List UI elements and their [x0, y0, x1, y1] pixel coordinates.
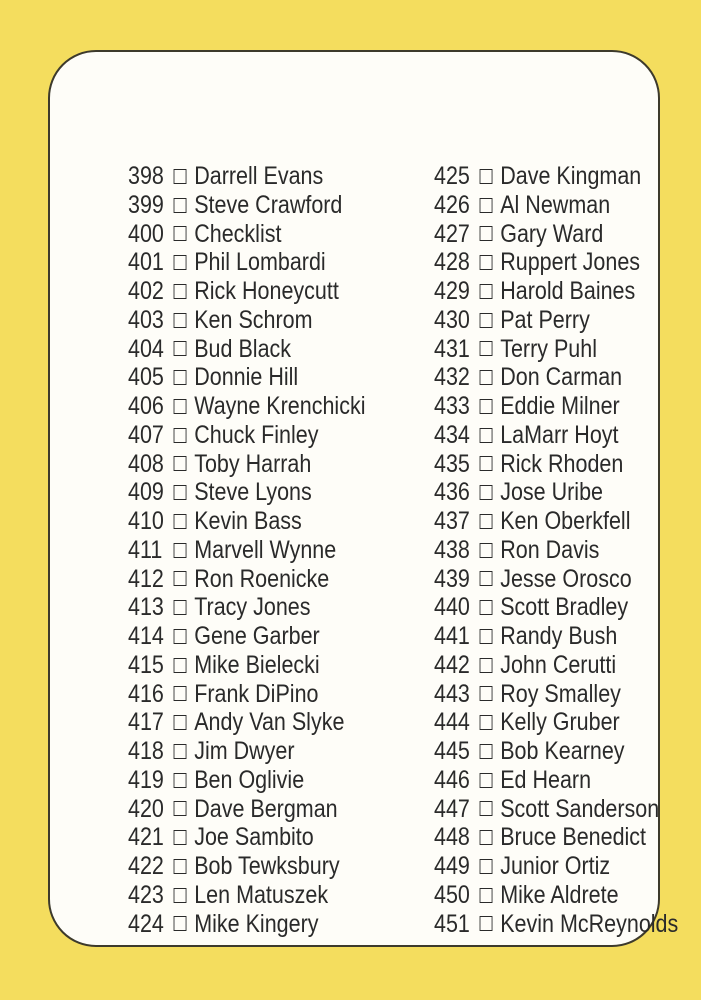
- checkbox-icon[interactable]: [174, 600, 187, 615]
- checklist-item: [434, 910, 678, 939]
- checklist-item: [128, 881, 365, 910]
- player-name: Ken Oberkfell: [500, 507, 631, 535]
- checklist-item: [128, 823, 365, 852]
- player-name: Jim Dwyer: [194, 737, 295, 765]
- player-name: Ruppert Jones: [500, 248, 641, 277]
- player-name: Kevin Bass: [194, 507, 302, 535]
- player-name: Jesse Orosco: [500, 564, 632, 593]
- checkbox-icon[interactable]: [174, 514, 187, 529]
- player-name: Steve Crawford: [194, 190, 343, 219]
- card-number: 437: [434, 507, 470, 535]
- checkbox-icon[interactable]: [174, 169, 187, 184]
- player-name: Bob Tewksbury: [194, 852, 340, 880]
- checkbox-icon[interactable]: [480, 830, 493, 845]
- card-number: 422: [128, 852, 164, 880]
- checklist-item: [128, 622, 365, 651]
- checklist-item: [128, 593, 365, 622]
- card-number: 430: [434, 305, 470, 334]
- checkbox-icon[interactable]: [480, 370, 493, 385]
- checkbox-icon[interactable]: [480, 169, 493, 184]
- checklist-item: [434, 823, 678, 852]
- checkbox-icon[interactable]: [174, 830, 187, 845]
- player-name: LaMarr Hoyt: [500, 420, 619, 449]
- player-name: Frank DiPino: [194, 679, 319, 708]
- card-number: 402: [128, 277, 164, 305]
- player-name: Donnie Hill: [194, 363, 299, 392]
- card-number: 449: [434, 852, 470, 880]
- player-name: Scott Sanderson: [500, 794, 660, 823]
- checklist-item: [434, 507, 678, 536]
- card-number: 411: [128, 535, 163, 564]
- card-number: 429: [434, 277, 470, 305]
- checkbox-icon[interactable]: [480, 399, 493, 414]
- checkbox-icon[interactable]: [480, 888, 493, 903]
- card-number: 432: [434, 363, 470, 392]
- checkbox-icon[interactable]: [174, 485, 187, 500]
- player-name: Steve Lyons: [194, 478, 312, 507]
- checklist-item: [434, 191, 678, 220]
- checkbox-icon[interactable]: [480, 801, 493, 816]
- checkbox-icon[interactable]: [480, 456, 493, 471]
- checkbox-icon[interactable]: [480, 198, 493, 213]
- player-name: Al Newman: [500, 190, 611, 219]
- checklist-item: [434, 852, 678, 881]
- player-name: Terry Puhl: [500, 334, 598, 363]
- checkbox-icon[interactable]: [174, 284, 187, 299]
- checklist-item: [434, 335, 678, 364]
- card-number: 425: [434, 162, 470, 190]
- checklist-column-right: [434, 162, 701, 938]
- checkbox-icon[interactable]: [480, 744, 493, 759]
- checkbox-icon[interactable]: [480, 629, 493, 644]
- checklist-item: [128, 536, 365, 565]
- checklist-item: [434, 421, 678, 450]
- player-name: Andy Van Slyke: [194, 708, 345, 737]
- checkbox-icon[interactable]: [480, 428, 493, 443]
- card-number: 440: [434, 593, 470, 622]
- card-number: 423: [128, 880, 164, 909]
- checkbox-icon[interactable]: [480, 859, 493, 874]
- card-number: 401: [128, 248, 164, 277]
- player-name: John Cerutti: [500, 650, 617, 679]
- card-number: 407: [128, 420, 164, 449]
- card-number: 412: [128, 564, 164, 593]
- checkbox-icon[interactable]: [174, 658, 187, 673]
- card-number: 400: [128, 219, 164, 248]
- player-name: Pat Perry: [500, 305, 590, 334]
- card-number: 421: [128, 823, 164, 852]
- card-number: 419: [128, 765, 164, 794]
- checklist-item: [434, 593, 678, 622]
- card-number: 450: [434, 880, 470, 909]
- player-name: Mike Kingery: [194, 909, 319, 938]
- player-name: Randy Bush: [500, 622, 618, 650]
- card-number: 434: [434, 420, 470, 449]
- card-number: 426: [434, 190, 470, 219]
- player-name: Ron Davis: [500, 535, 600, 564]
- card-number: 420: [128, 794, 164, 823]
- player-name: Gary Ward: [500, 219, 604, 248]
- card-number: 409: [128, 478, 164, 507]
- checklist-item: [128, 651, 365, 680]
- checklist-item: [128, 220, 365, 249]
- checkbox-icon[interactable]: [174, 801, 187, 816]
- player-name: Rick Rhoden: [500, 449, 624, 478]
- checklist-item: [434, 536, 678, 565]
- checkbox-icon[interactable]: [480, 226, 493, 241]
- checkbox-icon[interactable]: [174, 859, 187, 874]
- checklist-item: [128, 680, 365, 709]
- checklist-item: [434, 450, 678, 479]
- player-name: Bob Kearney: [500, 737, 625, 765]
- checkbox-icon[interactable]: [174, 456, 187, 471]
- player-name: Don Carman: [500, 363, 623, 392]
- checklist-item: [434, 220, 678, 249]
- card-number: 405: [128, 363, 164, 392]
- checkbox-icon[interactable]: [174, 341, 187, 356]
- checklist-item: [434, 622, 678, 651]
- player-name: Dave Kingman: [500, 162, 642, 190]
- player-name: Toby Harrah: [194, 449, 312, 478]
- card-number: 424: [128, 909, 164, 938]
- checkbox-icon[interactable]: [480, 916, 493, 931]
- checkbox-icon[interactable]: [174, 773, 187, 788]
- checkbox-icon[interactable]: [174, 744, 187, 759]
- checklist-item: [128, 277, 365, 306]
- checkbox-icon[interactable]: [480, 514, 493, 529]
- card-number: 398: [128, 162, 164, 190]
- checkbox-icon[interactable]: [480, 341, 493, 356]
- checkbox-icon[interactable]: [174, 428, 187, 443]
- checkbox-icon[interactable]: [174, 888, 187, 903]
- checkbox-icon[interactable]: [480, 485, 493, 500]
- player-name: Tracy Jones: [194, 593, 311, 622]
- card-number: 414: [128, 622, 164, 650]
- checkbox-icon[interactable]: [480, 715, 493, 730]
- card-number: 416: [128, 679, 164, 708]
- player-name: Darrell Evans: [194, 162, 324, 190]
- player-name: Roy Smalley: [500, 679, 621, 708]
- checkbox-icon[interactable]: [480, 571, 493, 586]
- checklist-item: [434, 795, 678, 824]
- player-name: Mike Aldrete: [500, 880, 619, 909]
- checklist-item: [128, 708, 365, 737]
- checkbox-icon[interactable]: [174, 916, 187, 931]
- card-number: 445: [434, 737, 470, 765]
- card-number: 443: [434, 679, 470, 708]
- checkbox-icon[interactable]: [480, 255, 493, 270]
- checklist-item: [128, 478, 365, 507]
- player-name: Gene Garber: [194, 622, 320, 650]
- card-number: 406: [128, 392, 164, 420]
- card-number: 446: [434, 765, 470, 794]
- card-number: 417: [128, 708, 164, 737]
- checkbox-icon[interactable]: [174, 370, 187, 385]
- checklist-item: [128, 363, 365, 392]
- player-name: Rick Honeycutt: [194, 277, 339, 305]
- checklist-item: [128, 565, 365, 594]
- checklist-item: [128, 910, 365, 939]
- checklist-item: [128, 248, 365, 277]
- checkbox-icon[interactable]: [174, 543, 187, 558]
- player-name: Checklist: [194, 219, 282, 248]
- player-name: Joe Sambito: [194, 823, 314, 852]
- checklist-item: [128, 852, 365, 881]
- player-name: Wayne Krenchicki: [194, 392, 366, 420]
- player-name: Kevin McReynolds: [500, 909, 679, 938]
- player-name: Dave Bergman: [194, 794, 338, 823]
- checklist-item: [434, 248, 678, 277]
- card-number: 441: [434, 622, 470, 650]
- checklist-item: [128, 507, 365, 536]
- checklist-item: [434, 766, 678, 795]
- card-number: 447: [434, 794, 470, 823]
- checklist-item: [128, 795, 365, 824]
- checklist-card: [48, 50, 679, 947]
- checklist-item: [434, 651, 678, 680]
- checklist-item: [128, 392, 365, 421]
- checkbox-icon[interactable]: [174, 629, 187, 644]
- card-number: 403: [128, 305, 164, 334]
- card-number: 431: [434, 334, 470, 363]
- checkbox-icon[interactable]: [174, 399, 187, 414]
- player-name: Jose Uribe: [500, 478, 603, 507]
- card-number: 436: [434, 478, 470, 507]
- player-name: Bud Black: [194, 334, 292, 363]
- player-name: Marvell Wynne: [194, 535, 337, 564]
- card-number: 435: [434, 449, 470, 478]
- card-number: 415: [128, 650, 164, 679]
- checkbox-icon[interactable]: [174, 255, 187, 270]
- card-number: 438: [434, 535, 470, 564]
- checkbox-icon[interactable]: [480, 543, 493, 558]
- checkbox-icon[interactable]: [480, 284, 493, 299]
- checkbox-icon[interactable]: [174, 571, 187, 586]
- player-name: Chuck Finley: [194, 420, 319, 449]
- player-name: Phil Lombardi: [194, 248, 326, 277]
- checklist-item: [434, 737, 678, 766]
- player-name: Ron Roenicke: [194, 564, 330, 593]
- player-name: Ken Schrom: [194, 305, 313, 334]
- card-number: 408: [128, 449, 164, 478]
- checklist-item: [434, 363, 678, 392]
- checklist-item: [128, 306, 365, 335]
- card-number: 413: [128, 593, 164, 622]
- checklist-item: [434, 277, 678, 306]
- card-number: 433: [434, 392, 470, 420]
- card-number: 418: [128, 737, 164, 765]
- player-name: Kelly Gruber: [500, 708, 620, 737]
- checklist-column-left: [128, 162, 404, 938]
- checkbox-icon[interactable]: [174, 198, 187, 213]
- checkbox-icon[interactable]: [174, 313, 187, 328]
- checkbox-icon[interactable]: [174, 686, 187, 701]
- checkbox-icon[interactable]: [174, 226, 187, 241]
- card-number: 439: [434, 564, 470, 593]
- checklist-item: [434, 478, 678, 507]
- card-number: 442: [434, 650, 470, 679]
- card-number: 451: [434, 909, 470, 938]
- checkbox-icon[interactable]: [480, 600, 493, 615]
- card-number: 427: [434, 219, 470, 248]
- player-name: Bruce Benedict: [500, 823, 647, 852]
- player-name: Len Matuszek: [194, 880, 329, 909]
- player-name: Scott Bradley: [500, 593, 629, 622]
- checklist-item: [434, 881, 678, 910]
- checkbox-icon[interactable]: [480, 313, 493, 328]
- checklist-item: [434, 306, 678, 335]
- checklist-item: [434, 680, 678, 709]
- card-number: 448: [434, 823, 470, 852]
- checkbox-icon[interactable]: [480, 686, 493, 701]
- player-name: Junior Ortiz: [500, 852, 611, 880]
- card-number: 399: [128, 190, 164, 219]
- card-number: 404: [128, 334, 164, 363]
- checkbox-icon[interactable]: [480, 658, 493, 673]
- checklist-item: [434, 162, 678, 191]
- card-number: 410: [128, 507, 164, 535]
- player-name: Mike Bielecki: [194, 650, 320, 679]
- card-number: 428: [434, 248, 470, 277]
- checklist-item: [128, 335, 365, 364]
- checklist-item: [434, 565, 678, 594]
- player-name: Ben Oglivie: [194, 765, 305, 794]
- checklist-item: [128, 191, 365, 220]
- checklist-item: [128, 766, 365, 795]
- player-name: Ed Hearn: [500, 765, 592, 794]
- checklist-item: [128, 450, 365, 479]
- card-number: 444: [434, 708, 470, 737]
- player-name: Harold Baines: [500, 277, 636, 305]
- checklist-item: [128, 162, 365, 191]
- checkbox-icon[interactable]: [480, 773, 493, 788]
- checklist-item: [128, 421, 365, 450]
- checklist-item: [434, 392, 678, 421]
- checkbox-icon[interactable]: [174, 715, 187, 730]
- player-name: Eddie Milner: [500, 392, 620, 420]
- checklist-item: [434, 708, 678, 737]
- checklist-item: [128, 737, 365, 766]
